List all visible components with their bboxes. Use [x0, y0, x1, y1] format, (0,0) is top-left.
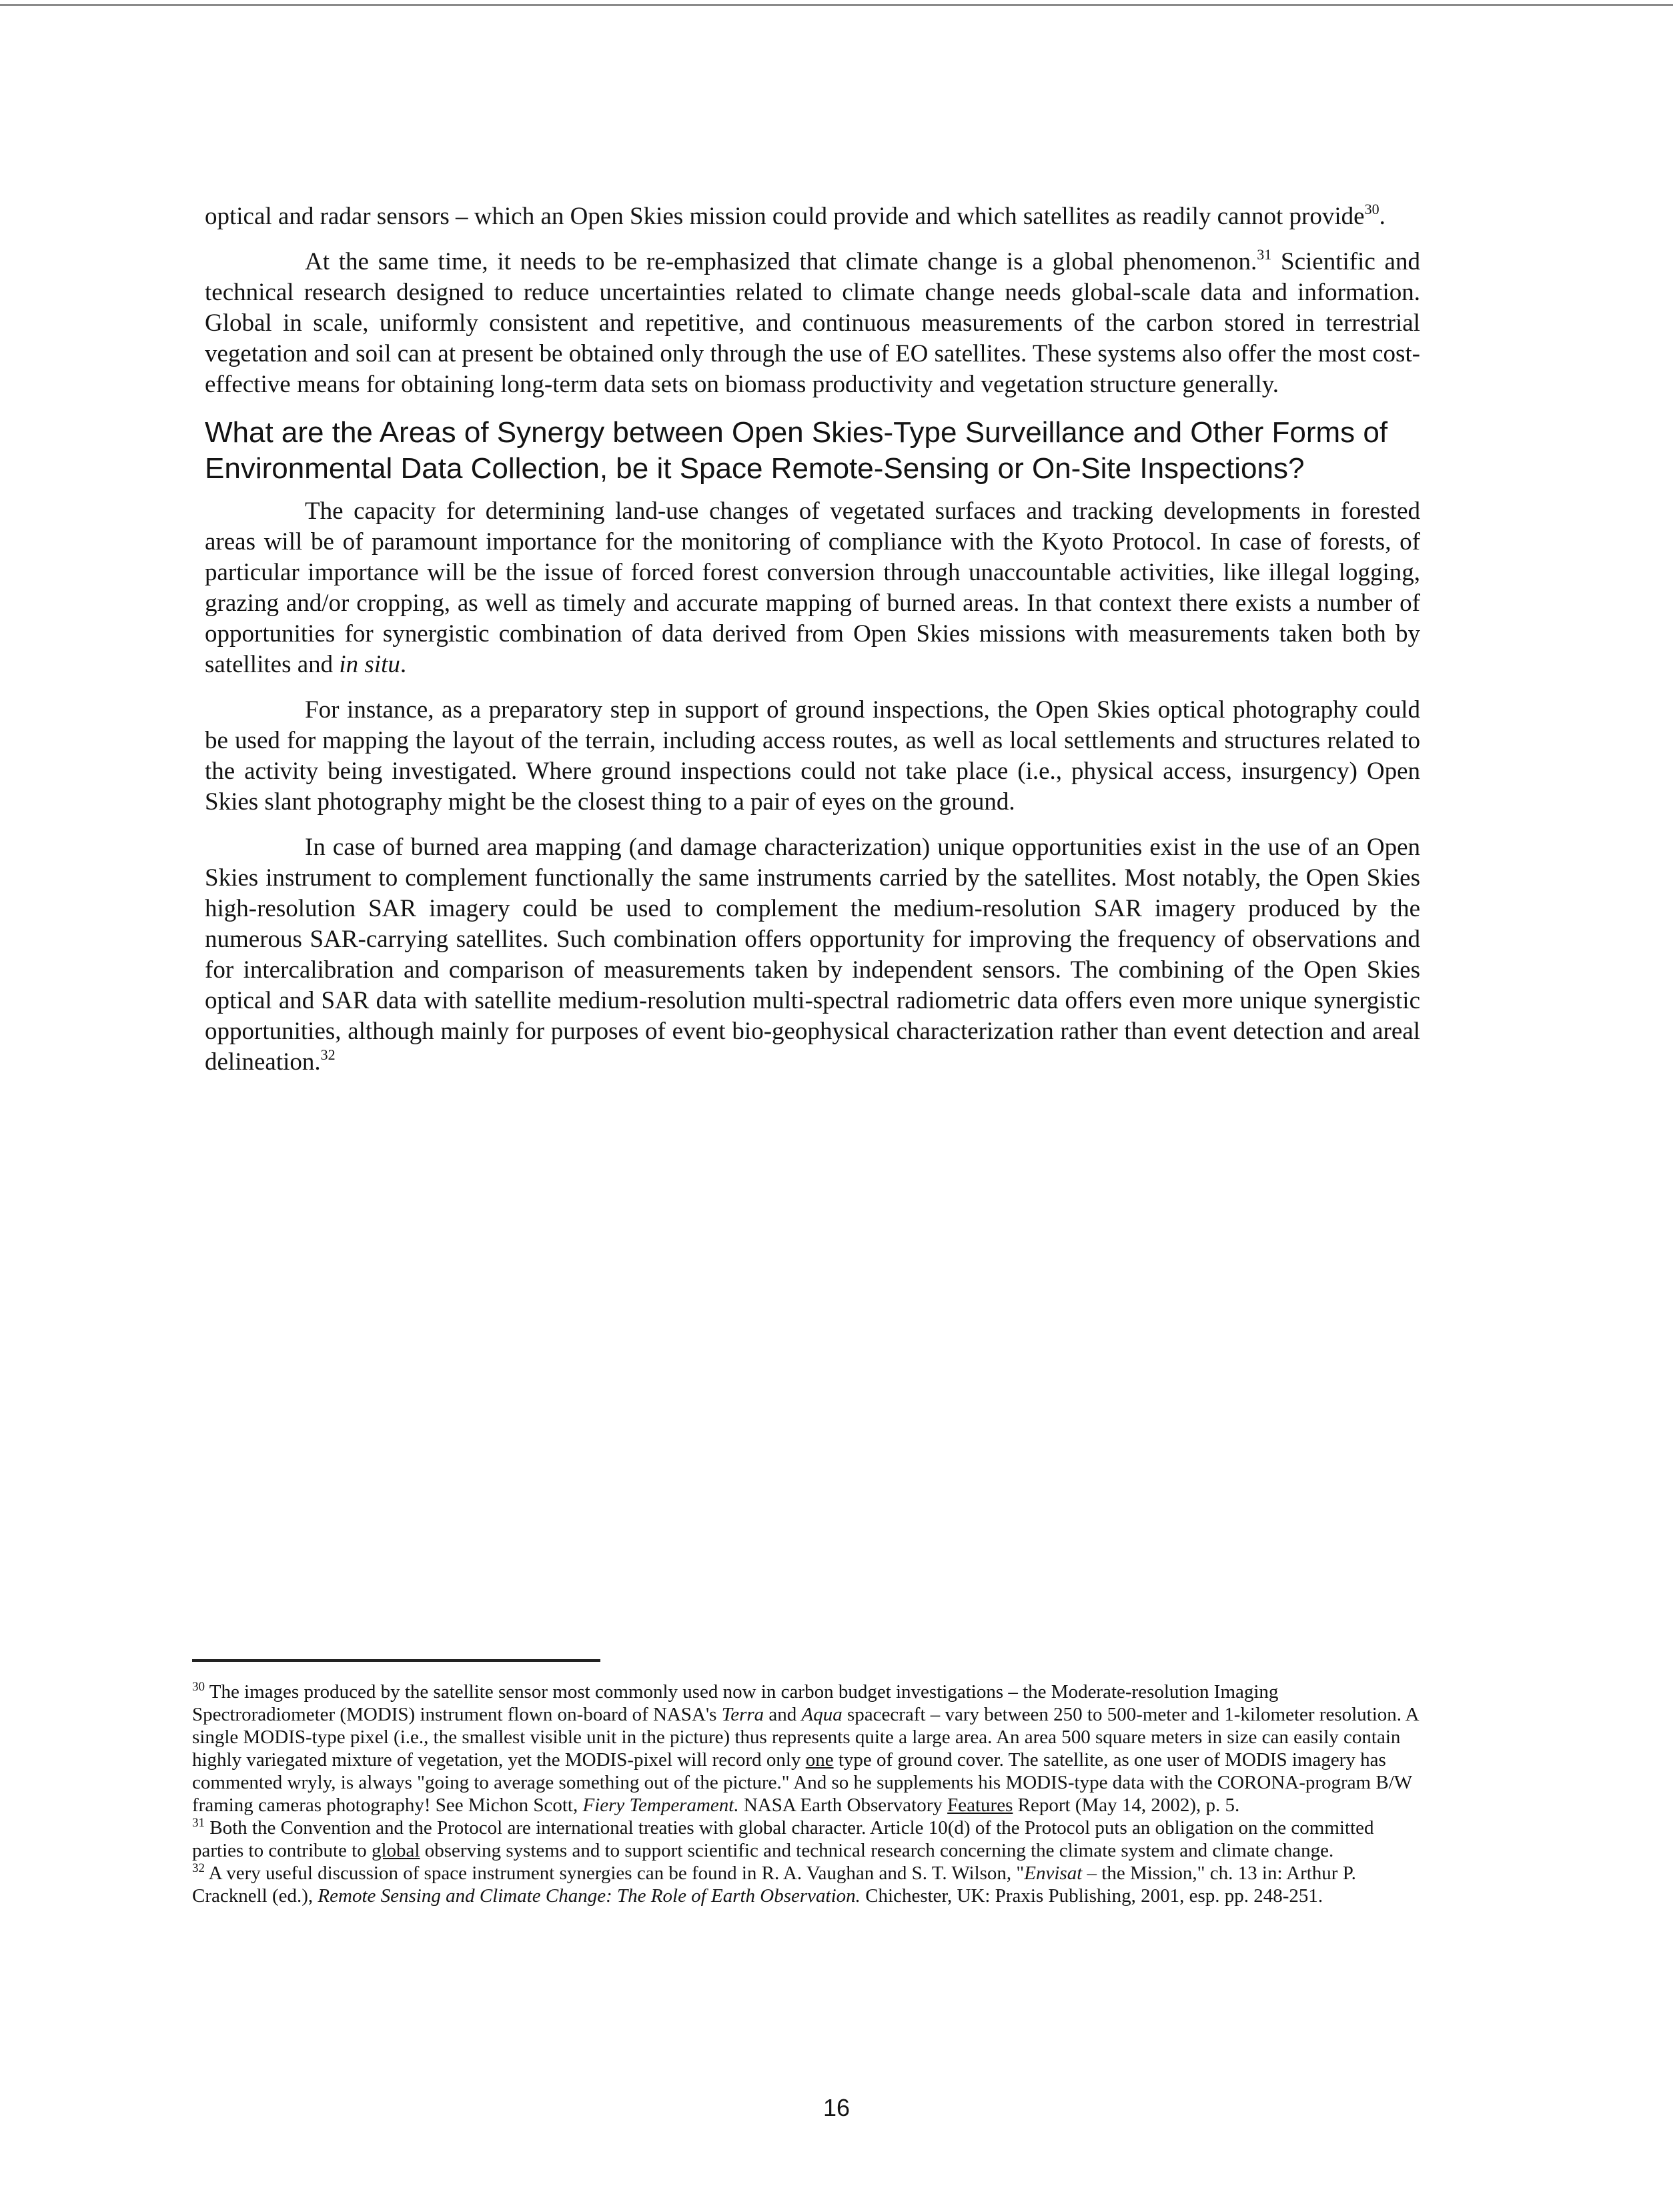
footnote-31: $^{31}$ Both the Convention and the Protocol are international treaties with global character. Article 10(d) of the Protocol puts an obligation on the committed parties to contribute to global observing systems and to support scientific and technical research concerning the climate system and climate change. — [192, 1816, 1374, 1861]
footnote-ref-30: 30 — [1364, 201, 1379, 217]
footnote-ref-32: 32 — [320, 1046, 336, 1063]
footnote-30: $^{30}$ The images produced by the satellite sensor most commonly used now in carbon budget investigations – the Moderate-resolution Imaging Spectroradiometer (MODIS) instrument flown on-board of NASA's Terra and Aqua spacecraft – vary between 250 to 500-meter and 1-kilometer resolution. A single MODIS-type pixel (i.e., the smallest visible unit in the picture) thus represents quite a large area. An area 500 square meters in size can easily contain highly variegated mixture of vegetation, yet the MODIS-pixel will record only one type of ground cover. The satellite, as one user of MODIS imagery has commented wryly, is always "going to average something out of the picture." And so he supplements his MODIS-type data with the CORONA-program B/W framing cameras photography! See Michon Scott, Fiery Temperament. NASA Earth Observatory Features Report (May 14, 2002), p. 5. — [192, 1680, 1419, 1816]
footnotes — [192, 1681, 1420, 1907]
paragraph-3: The capacity for determining land-use changes of vegetated surfaces and tracking developments in forested areas will be of paramount importance for the monitoring of compliance with the Kyoto Protocol. In case of forests, of particular importance will be the issue of forced forest conversion through unaccountable activities, like illegal logging, grazing and/or cropping, as well as timely and accurate mapping of burned areas. In that context there exists a number of opportunities for synergistic combination of data derived from Open Skies missions with measurements taken both by satellites and in situ. — [205, 497, 1420, 678]
paragraph-5: In case of burned area mapping (and damage characterization) unique opportunities exist in the use of an Open Skies instrument to complement functionally the same instruments carried by the satellites. Most notably, the Open Skies high-resolution SAR imagery could be used to complement the medium-resolution SAR imagery produced by the numerous SAR-carrying satellites. Such combination offers opportunity for improving the frequency of observations and for intercalibration and comparison of measurements taken by independent sensors. The combining of the Open Skies optical and SAR data with satellite medium-resolution multi-spectral radiometric data offers even more unique synergistic opportunities, although mainly for purposes of event bio-geophysical characterization rather than event detection and areal delineation.$^{32}$ — [205, 834, 1420, 1076]
top-border-line — [0, 4, 1673, 6]
main-text — [205, 201, 1420, 1092]
paragraph-2: At the same time, it needs to be re-emphasized that climate change is a global phenomenon.$^{31}$ Scientific and technical research designed to reduce uncertainties related to climate change needs global-scale data and information. Global in scale, uniformly consistent and repetitive, and continuous measurements of the carbon stored in terrestrial vegetation and soil can at present be obtained only through the use of EO satellites. These systems also offer the most cost-effective means for obtaining long-term data sets on biomass productivity and vegetation structure generally. — [205, 246, 1420, 398]
footnote-32: $^{32}$ A very useful discussion of space instrument synergies can be found in R. A. Vaughan and S. T. Wilson, "Envisat – the Mission," ch. 13 in: Arthur P. Cracknell (ed.), Remote Sensing and Climate Change: The Role of Earth Observation. Chichester, UK: Praxis Publishing, 2001, esp. pp. 248-251. — [192, 1861, 1356, 1907]
section-heading: What are the Areas of Synergy between Open Skies-Type Surveillance and Other Forms of Environmental Data Collection, be it Space Remote-Sensing or On-Site Inspections? — [205, 416, 1388, 485]
paragraph-4: For instance, as a preparatory step in support of ground inspections, the Open Skies optical photography could be used for mapping the layout of the terrain, including access routes, as well as local settlements and structures related to the activity being investigated. Where ground inspections could not take place (i.e., physical access, insurgency) Open Skies slant photography might be the closest thing to a pair of eyes on the ground. — [205, 696, 1420, 816]
footnote-separator — [192, 1659, 600, 1662]
page-number: 16 — [822, 2094, 851, 2121]
footnote-ref-31: 31 — [1257, 246, 1272, 263]
paragraph-1: optical and radar sensors – which an Open Skies mission could provide and which satellites as readily cannot provide$^{30}$. — [205, 201, 1385, 230]
